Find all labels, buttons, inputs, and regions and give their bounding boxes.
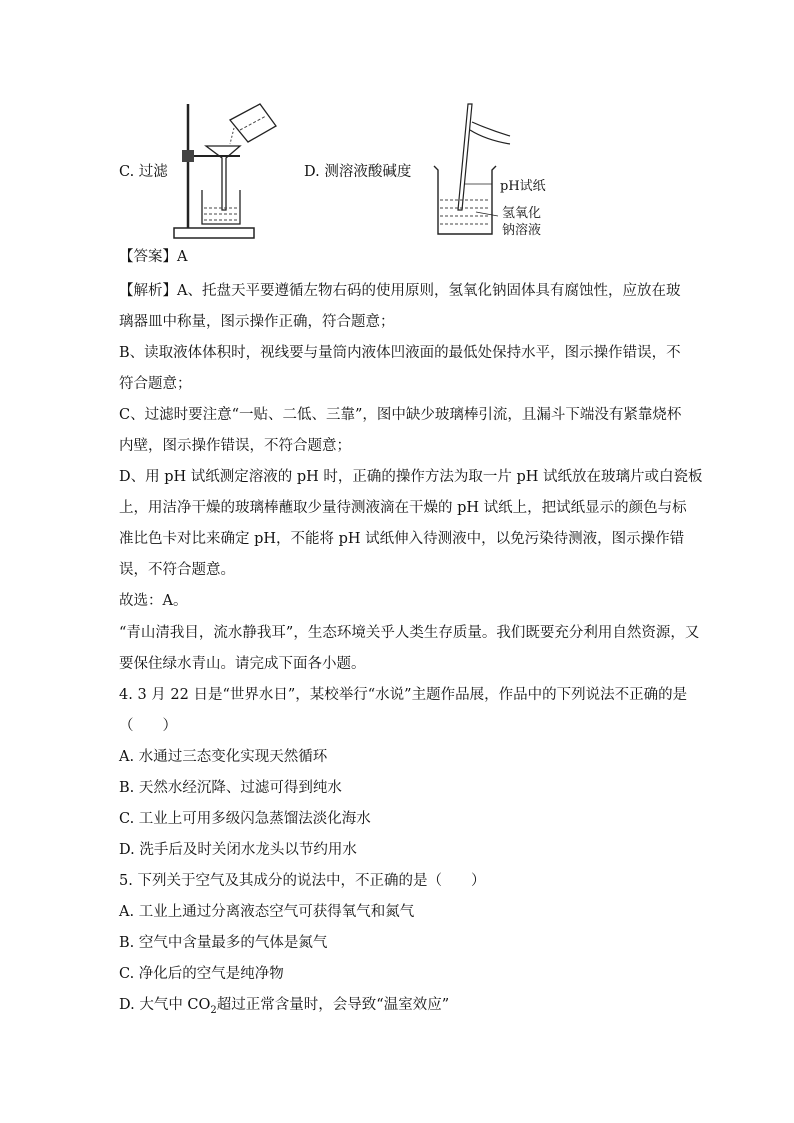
question-5-option-b: B. 空气中含量最多的气体是氮气 xyxy=(119,935,328,951)
analysis-line: 符合题意； xyxy=(119,376,192,392)
analysis-line: 璃器皿中称量，图示操作正确，符合题意； xyxy=(119,314,395,330)
question-5-option-c: C. 净化后的空气是纯净物 xyxy=(119,966,284,982)
analysis-line: D、用 pH 试纸测定溶液的 pH 时，正确的操作方法为取一片 pH 试纸放在玻璃片或白瓷板 xyxy=(119,469,703,485)
question-4-blank: （ ） xyxy=(119,718,177,734)
question-4-option-a: A. 水通过三态变化实现天然循环 xyxy=(119,749,328,765)
question-5-option-d xyxy=(119,995,449,1021)
passage-line: “青山清我目，流水静我耳”，生态环境关乎人类生存质量。我们既要充分利用自然资源，又 xyxy=(119,625,700,641)
question-4-option-c: C. 工业上可用多级闪急蒸馏法淡化海水 xyxy=(119,811,371,827)
option-c-label: C. 过滤 xyxy=(119,164,168,180)
analysis-line: B、读取液体体积时，视线要与量筒内液体凹液面的最低处保持水平，图示操作错误，不 xyxy=(119,345,681,361)
filtration-apparatus-figure xyxy=(168,100,283,242)
question-5-option-a: A. 工业上通过分离液态空气可获得氧气和氮气 xyxy=(119,904,415,920)
option-d-prefix: D. 大气中 CO xyxy=(119,997,211,1013)
solution-label-2: 钠溶液 xyxy=(502,223,542,238)
conclusion-line: 故选：A。 xyxy=(119,593,188,609)
question-4-stem: 4. 3 月 22 日是“世界水日”，某校举行“水说”主题作品展，作品中的下列说法不正确的是 xyxy=(119,687,688,703)
passage-line: 要保住绿水青山。请完成下面各小题。 xyxy=(119,656,366,672)
analysis-line: 准比色卡对比来确定 pH，不能将 pH 试纸伸入待测液中，以免污染待测液，图示操作错 xyxy=(119,531,685,547)
question-5-stem: 5. 下列关于空气及其成分的说法中，不正确的是（ ） xyxy=(119,873,486,889)
analysis-line: 【解析】A、托盘天平要遵循左物右码的使用原则，氢氧化钠固体具有腐蚀性，应放在玻 xyxy=(119,283,681,299)
option-d-label: D. 测溶液酸碱度 xyxy=(304,164,412,180)
ph-paper-label: pH试纸 xyxy=(500,179,546,194)
solution-label-1: 氢氧化 xyxy=(502,206,542,221)
question-4-option-d: D. 洗手后及时关闭水龙头以节约用水 xyxy=(119,842,357,858)
answer-line: 【答案】A xyxy=(119,249,188,265)
option-d-suffix: 超过正常含量时，会导致“温室效应” xyxy=(216,997,450,1013)
analysis-line: 误，不符合题意。 xyxy=(119,562,235,578)
analysis-line: 上，用洁净干燥的玻璃棒蘸取少量待测液滴在干燥的 pH 试纸上，把试纸显示的颜色与标 xyxy=(119,500,687,516)
co2-subscript: 2 xyxy=(210,1004,217,1016)
analysis-line: C、过滤时要注意“一贴、二低、三靠”，图中缺少玻璃棒引流，且漏斗下端没有紧靠烧杯 xyxy=(119,407,682,423)
analysis-line: 内壁，图示操作错误，不符合题意； xyxy=(119,438,351,454)
question-4-option-b: B. 天然水经沉降、过滤可得到纯水 xyxy=(119,780,342,796)
